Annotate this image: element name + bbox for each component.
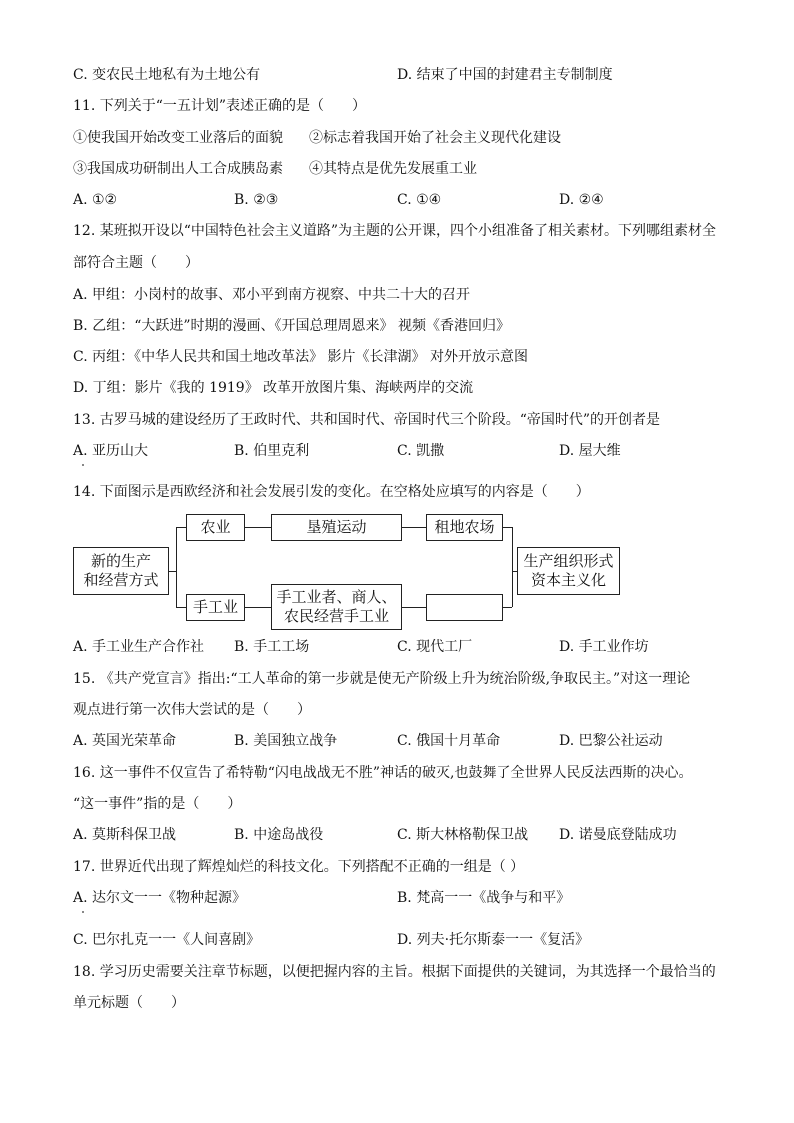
- q12-option-a: A. 甲组：小岗村的故事、邓小平到南方视察、中共二十大的召开: [73, 287, 471, 303]
- q11-statement-2: ②标志着我国开始了社会主义现代化建设: [309, 130, 561, 146]
- connector-right-bottom: [503, 607, 512, 608]
- q16-stem-line2: “这一事件”指的是（ ）: [73, 796, 242, 812]
- connector-left-stub: [169, 571, 176, 572]
- q11-statements-12: [73, 129, 733, 147]
- diagram-box-capitalist-organization: [517, 547, 620, 595]
- q15-option-d: D. 巴黎公社运动: [559, 733, 663, 749]
- diagram-box-handicraft-label: 手工业: [192, 598, 238, 616]
- connector-left-bottom: [176, 607, 186, 608]
- q14-option-a: A. 手工业生产合作社: [73, 639, 205, 655]
- connector-workers-blank: [402, 607, 426, 608]
- q11-statement-3: ③我国成功研制出人工合成胰岛素: [73, 161, 283, 177]
- q10-option-c: C. 变农民土地私有为土地公有: [73, 67, 261, 83]
- diagram-box-new-methods-line1: 新的生产: [90, 552, 151, 570]
- q14-option-c: C. 现代工厂: [397, 639, 473, 655]
- q13-option-b: B. 伯里克利: [234, 443, 310, 459]
- connector-left-top: [176, 527, 186, 528]
- q11-option-c: C. ①④: [397, 192, 442, 208]
- q12-option-d: D. 丁组：影片《我的 1919》 改革开放图片集、海峡两岸的交流: [73, 380, 474, 396]
- diagram-box-new-methods: [73, 547, 169, 595]
- q13-options: [73, 442, 733, 460]
- connector-right-bracket: [512, 527, 513, 607]
- q13-option-a: A. 亚历山大: [73, 443, 149, 459]
- connector-reclaim-farm: [402, 527, 426, 528]
- diagram-box-workers-line1: 手工业者、商人、: [276, 588, 397, 606]
- diagram-box-capitalist-line1: 生产组织形式: [523, 552, 614, 570]
- diagram-box-blank: [426, 594, 503, 621]
- stray-mark: [82, 911, 84, 913]
- q12-stem-line1: 12. 某班拟开设以“中国特色社会主义道路”为主题的公开课，四个小组准备了相关素材。下列哪组素材全: [73, 223, 717, 239]
- q11-options: [73, 191, 733, 209]
- q11-statement-4: ④其特点是优先发展重工业: [309, 161, 477, 177]
- diagram-box-reclamation: [271, 514, 402, 541]
- stray-mark: [82, 464, 84, 466]
- q14-option-b: B. 手工工场: [234, 639, 310, 655]
- q18-stem-line2: 单元标题（ ）: [73, 995, 185, 1011]
- q11-statements-34: [73, 160, 733, 178]
- q11-statement-1: ①使我国开始改变工业落后的面貌: [73, 130, 283, 146]
- q10-options-cd: [73, 66, 733, 84]
- q17-stem: 17. 世界近代出现了辉煌灿烂的科技文化。下列搭配不正确的一组是（ ）: [73, 859, 525, 875]
- connector-handicraft-workers: [245, 607, 271, 608]
- q15-option-c: C. 俄国十月革命: [397, 733, 501, 749]
- q13-stem: 13. 古罗马城的建设经历了王政时代、共和国时代、帝国时代三个阶段。“帝国时代”的开创者是: [73, 412, 661, 428]
- q14-stem: 14. 下面图示是西欧经济和社会发展引发的变化。在空格处应填写的内容是（ ）: [73, 484, 590, 500]
- q15-stem-line1: 15. 《共产党宣言》指出:“工人革命的第一步就是使无产阶级上升为统治阶级,争取民主。”对这一理论: [73, 671, 691, 687]
- q11-option-b: B. ②③: [234, 192, 279, 208]
- q12-stem-line2: 部符合主题（ ）: [73, 255, 199, 271]
- q11-stem: 11. 下列关于“一五计划”表述正确的是（ ）: [73, 98, 367, 114]
- q16-option-d: D. 诺曼底登陆成功: [559, 827, 677, 843]
- q15-options: [73, 732, 733, 750]
- diagram-box-agriculture-label: 农业: [200, 518, 231, 536]
- connector-left-bracket: [176, 527, 177, 607]
- diagram-box-handicraft: [186, 594, 245, 621]
- q17-option-b: B. 梵高一一《战争与和平》: [397, 890, 571, 906]
- q16-options: [73, 826, 733, 844]
- q16-option-c: C. 斯大林格勒保卫战: [397, 827, 529, 843]
- q16-stem-line1: 16. 这一事件不仅宣告了希特勒“闪电战战无不胜”神话的破灭,也鼓舞了全世界人民反法西斯的决心。: [73, 765, 693, 781]
- q18-stem-line1: 18. 学习历史需要关注章节标题，以便把握内容的主旨。根据下面提供的关键词，为其选择一个最恰当的: [73, 964, 716, 980]
- q14-options: [73, 638, 733, 656]
- q16-option-b: B. 中途岛战役: [234, 827, 324, 843]
- q15-option-b: B. 美国独立战争: [234, 733, 338, 749]
- diagram-box-reclamation-label: 垦殖运动: [306, 518, 367, 536]
- connector-agri-reclaim: [245, 527, 271, 528]
- q12-option-c: C. 丙组：《中华人民共和国土地改革法》 影片《长津湖》 对外开放示意图: [73, 349, 529, 365]
- diagram-box-new-methods-line2: 和经营方式: [83, 571, 159, 589]
- q17-options-ab: [73, 889, 733, 907]
- q10-option-d: D. 结束了中国的封建君主专制制度: [397, 67, 613, 83]
- diagram-box-leased-farm-label: 租地农场: [434, 518, 495, 536]
- q13-option-c: C. 凯撒: [397, 443, 445, 459]
- q15-stem-line2: 观点进行第一次伟大尝试的是（ ）: [73, 702, 311, 718]
- q16-option-a: A. 莫斯科保卫战: [73, 827, 177, 843]
- q17-option-c: C. 巴尔扎克一一《人间喜剧》: [73, 932, 261, 948]
- diagram-box-agriculture: [186, 514, 245, 541]
- q13-option-d: D. 屋大维: [559, 443, 621, 459]
- q14-option-d: D. 手工业作坊: [559, 639, 649, 655]
- diagram-box-workers: [271, 584, 402, 630]
- q11-option-d: D. ②④: [559, 192, 604, 208]
- q15-option-a: A. 英国光荣革命: [73, 733, 177, 749]
- diagram-box-workers-line2: 农民经营手工业: [283, 607, 389, 625]
- q17-options-cd: [73, 931, 733, 949]
- q17-option-d: D. 列夫·托尔斯泰一一《复活》: [397, 932, 590, 948]
- connector-right-top: [503, 527, 512, 528]
- q11-option-a: A. ①②: [73, 192, 118, 208]
- q17-option-a: A. 达尔文一一《物种起源》: [73, 890, 247, 906]
- q12-option-b: B. 乙组：“大跃进”时期的漫画、《开国总理周恩来》 视频《香港回归》: [73, 318, 510, 334]
- diagram-box-capitalist-line2: 资本主义化: [530, 571, 606, 589]
- diagram-box-leased-farm: [426, 514, 503, 541]
